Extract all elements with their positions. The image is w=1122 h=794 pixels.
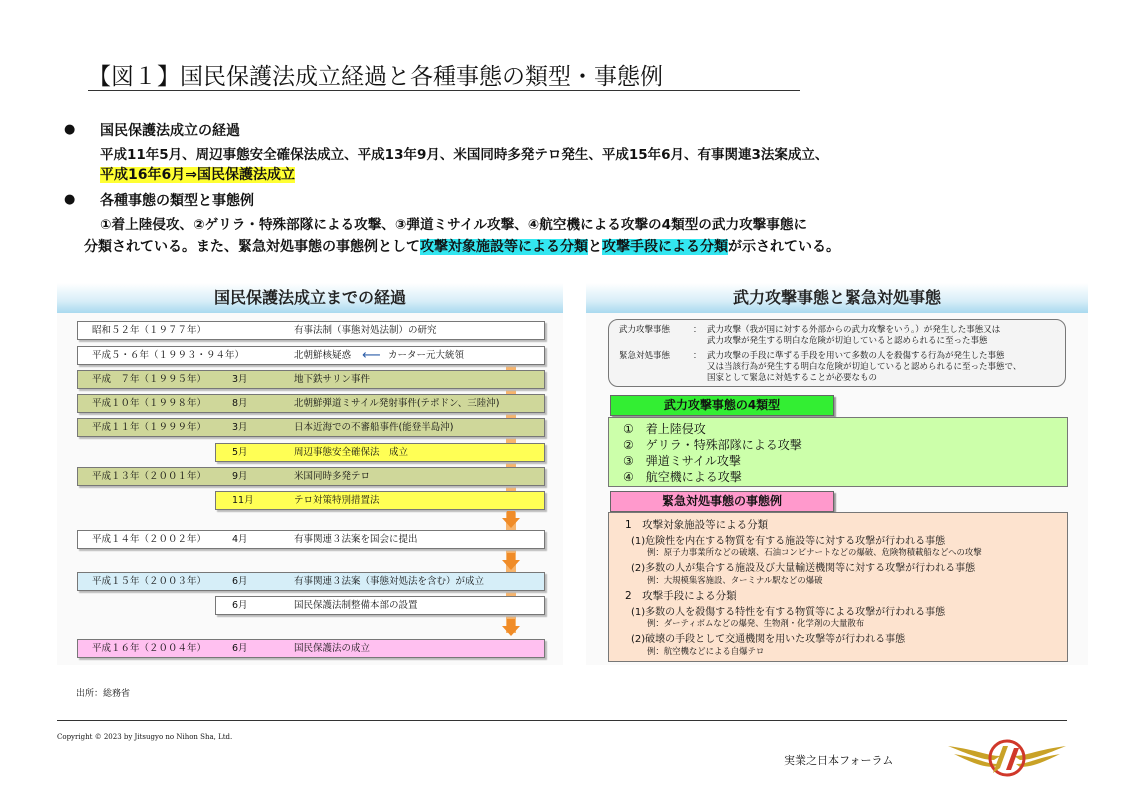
type-item: ④ 航空機による攻撃 — [623, 470, 742, 484]
type-item: ① 着上陸侵攻 — [623, 422, 706, 436]
row-event: テロ対策特別措置法 — [294, 495, 380, 506]
timeline-row — [77, 346, 545, 365]
text: 分類されている。また、緊急対処事態の事態例として — [84, 239, 420, 255]
timeline-row — [77, 418, 545, 437]
def-text: 国家として緊急に対処することが必要なもの — [707, 373, 878, 383]
def-text: 武力攻撃が発生する明白な危険が切迫していると認められるに至った事態 — [707, 336, 988, 346]
row-era: 平成１３年（２００１年） — [92, 471, 207, 482]
bullet1-line1: 平成11年5月、周辺事態安全確保法成立、平成13年9月、米国同時多発テロ発生、平成15年6月、有事関連3法案成立、 — [100, 147, 829, 163]
text: が示されている。 — [728, 239, 840, 255]
row-era: 平成１１年（１９９９年） — [92, 422, 207, 433]
examples-box — [608, 512, 1068, 662]
row-month: 3月 — [232, 422, 248, 433]
bullet2-heading: 各種事態の類型と事態例 — [100, 193, 254, 209]
row-month: 9月 — [232, 471, 248, 482]
example-subhead: (2)破壊の手段として交通機関を用いた攻撃等が行われる事態 — [631, 634, 906, 645]
row-month: 6月 — [232, 576, 248, 587]
row-month: 5月 — [232, 447, 248, 458]
def-label: 武力攻撃事態 — [619, 325, 671, 335]
row-event: 有事法制（事態対処法制）の研究 — [294, 325, 437, 336]
bullet1-line2 — [100, 164, 295, 184]
highlight-cyan: 攻撃対象施設等による分類 — [420, 239, 588, 255]
row-era: 平成１５年（２００３年） — [92, 576, 207, 587]
row-month: 11月 — [232, 495, 254, 506]
example-subhead: (1)多数の人を殺傷する特性を有する物質等による攻撃が行われる事態 — [631, 607, 946, 618]
brand-name: 実業之日本フォーラム — [784, 754, 894, 767]
row-month: 8月 — [232, 398, 248, 409]
row-event: 米国同時多発テロ — [294, 471, 371, 482]
timeline-row — [215, 596, 545, 615]
situations-panel — [586, 283, 1088, 665]
timeline-panel — [57, 283, 563, 665]
row-event: 周辺事態安全確保法 成立 — [294, 447, 409, 458]
timeline-row — [77, 394, 545, 413]
row-era: 平成１６年（２００４年） — [92, 643, 207, 654]
types-title: 武力攻撃事態の4類型 — [610, 395, 834, 416]
down-arrow-icon — [507, 511, 515, 518]
def-text: 武力攻撃の手段に準ずる手段を用いて多数の人を殺傷する行為が発生した事態 — [707, 351, 1005, 361]
down-arrow-icon — [502, 560, 520, 570]
example-detail: 例：航空機などによる自爆テロ — [647, 646, 765, 656]
example-heading: 2 攻撃手段による分類 — [625, 590, 737, 602]
bullet2-line2 — [84, 236, 840, 256]
down-arrow-icon — [507, 553, 515, 560]
bullet1-heading: 国民保護法成立の経過 — [100, 123, 240, 139]
row-era: 昭和５２年（１９７７年） — [92, 325, 207, 336]
def-text: 又は当該行為が発生する明白な危険が切迫していると認められるに至った事態で、 — [707, 362, 1022, 372]
highlight-cyan: 攻撃手段による分類 — [602, 239, 728, 255]
example-heading: 1 攻撃対象施設等による分類 — [625, 519, 769, 531]
row-era: 平成１０年（１９９８年） — [92, 398, 207, 409]
def-colon: ： — [693, 325, 702, 335]
footer-rule — [57, 720, 1067, 721]
page-title: 【図１】国民保護法成立経過と各種事態の類型・事態例 — [88, 64, 663, 90]
text: と — [588, 239, 602, 255]
example-detail: 例：ダーティボムなどの爆発、生物剤・化学剤の大量散布 — [647, 618, 865, 628]
row-month: 4月 — [232, 534, 248, 545]
row-era: 平成 ７年（１９９５年） — [92, 374, 207, 385]
timeline-row — [77, 639, 545, 658]
bullet-marker: ● — [64, 122, 76, 137]
row-month: 6月 — [232, 643, 248, 654]
row-event: 北朝鮮核疑惑 — [294, 350, 352, 361]
source-note: 出所：総務省 — [76, 689, 131, 699]
down-arrow-icon — [502, 518, 520, 528]
down-arrow-icon — [502, 626, 520, 636]
types-box — [608, 417, 1068, 487]
row-event: 国民保護法の成立 — [294, 643, 371, 654]
bullet-marker: ● — [64, 192, 76, 207]
example-subhead: (2)多数の人が集合する施設及び大量輸送機関等に対する攻撃が行われる事態 — [631, 563, 976, 574]
row-event: 有事関連３法案（事態対処法を含む）が成立 — [294, 576, 485, 587]
timeline-row — [77, 370, 545, 389]
definitions-box — [608, 319, 1066, 387]
copyright: Copyright © 2023 by Jitsugyo no Nihon Sha, Ltd. — [57, 733, 233, 741]
arrow-left-icon: ⟵ — [362, 348, 381, 363]
brand-logo — [948, 738, 1066, 784]
down-arrow-icon — [507, 619, 515, 626]
timeline-row — [77, 572, 545, 591]
row-era: 平成５・６年（１９９３・９４年） — [92, 350, 245, 361]
situations-panel-title: 武力攻撃事態と緊急対処事態 — [586, 283, 1088, 313]
highlight-yellow: 平成16年6月⇒国民保護法成立 — [100, 167, 295, 183]
example-subhead: (1)危険性を内在する物質を有する施設等に対する攻撃が行われる事態 — [631, 536, 946, 547]
timeline-row — [77, 321, 545, 340]
row-note: カーター元大統領 — [388, 350, 465, 361]
def-colon: ： — [693, 351, 702, 361]
row-month: 3月 — [232, 374, 248, 385]
bullet2-line1: ①着上陸侵攻、②ゲリラ・特殊部隊による攻撃、③弾道ミサイル攻撃、④航空機による攻撃の4類型の武力攻撃事態に — [100, 217, 808, 233]
def-label: 緊急対処事態 — [619, 351, 671, 361]
row-event: 国民保護法制整備本部の設置 — [294, 600, 418, 611]
def-text: 武力攻撃（我が国に対する外部からの武力攻撃をいう。）が発生した事態又は — [707, 325, 1001, 335]
example-detail: 例：大規模集客施設、ターミナル駅などの爆破 — [647, 575, 823, 585]
timeline-row — [77, 467, 545, 486]
row-month: 6月 — [232, 600, 248, 611]
type-item: ③ 弾道ミサイル攻撃 — [623, 454, 741, 468]
timeline-row — [77, 530, 545, 549]
row-event: 有事関連３法案を国会に提出 — [294, 534, 418, 545]
example-detail: 例：原子力事業所などの破壊、石油コンビナートなどの爆破、危険物積載船などへの攻撃 — [647, 547, 982, 557]
examples-title: 緊急対処事態の事態例 — [610, 491, 834, 512]
type-item: ② ゲリラ・特殊部隊による攻撃 — [623, 438, 802, 452]
row-event: 地下鉄サリン事件 — [294, 374, 371, 385]
timeline-row — [215, 491, 545, 510]
row-event: 北朝鮮弾道ミサイル発射事件(テポドン、三陸沖) — [294, 398, 500, 409]
row-era: 平成１４年（２００２年） — [92, 534, 207, 545]
row-event: 日本近海での不審船事件(能登半島沖) — [294, 422, 454, 433]
timeline-row — [215, 443, 545, 462]
timeline-panel-title: 国民保護法成立までの経過 — [57, 283, 563, 313]
title-underline — [88, 90, 800, 91]
